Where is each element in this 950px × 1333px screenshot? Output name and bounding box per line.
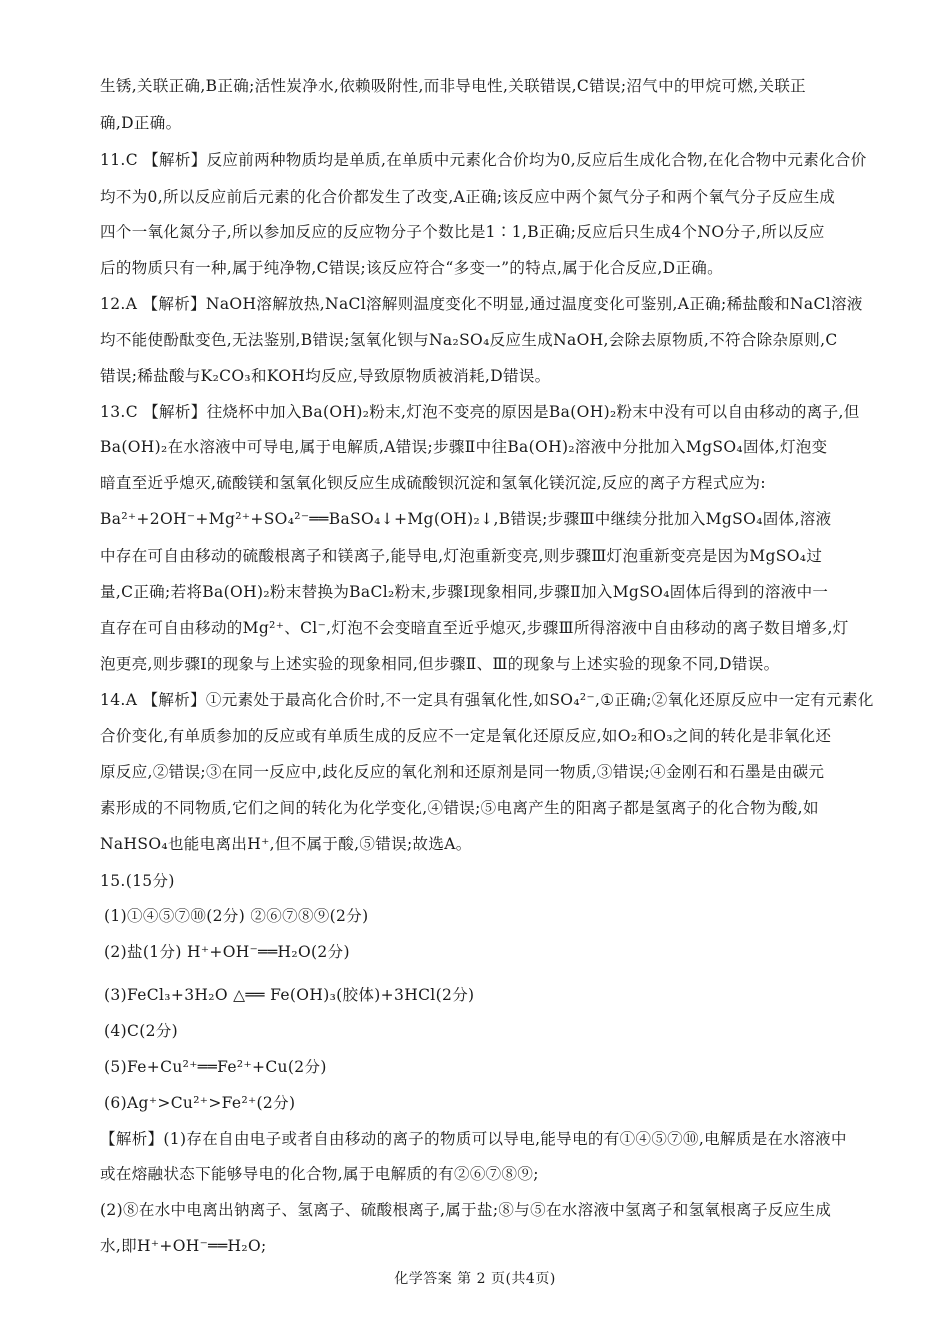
q15-part-6: (6)Ag⁺>Cu²⁺>Fe²⁺(2分) bbox=[104, 1094, 296, 1112]
q15-heading-line: 15.(15分) bbox=[100, 872, 175, 890]
text-line: 量,C正确;若将Ba(OH)₂粉末替换为BaCl₂粉末,步骤Ⅰ现象相同,步骤Ⅱ加入MgSO₄固体后得到的溶液中一 bbox=[100, 583, 829, 601]
equation-line: Ba²⁺+2OH⁻+Mg²⁺+SO₄²⁻══BaSO₄↓+Mg(OH)₂↓,B错误;步骤Ⅲ中继续分批加入MgSO₄固体,溶液 bbox=[100, 510, 832, 528]
text-line: 确,D正确。 bbox=[100, 114, 182, 132]
q15-part-2: (2)盐(1分) H⁺+OH⁻══H₂O(2分) bbox=[104, 943, 350, 961]
q13-heading-line: 13.C 【解析】往烧杯中加入Ba(OH)₂粉末,灯泡不变亮的原因是Ba(OH)₂粉末中没有可以自由移动的离子,但 bbox=[100, 403, 860, 421]
q15-part-3: (3)FeCl₃+3H₂O △══ Fe(OH)₃(胶体)+3HCl(2分) bbox=[104, 986, 475, 1004]
q12-heading-line: 12.A 【解析】NaOH溶解放热,NaCl溶解则温度变化不明显,通过温度变化可鉴别,A正确;稀盐酸和NaCl溶液 bbox=[100, 295, 863, 313]
text-line: 错误;稀盐酸与K₂CO₃和KOH均反应,导致原物质被消耗,D错误。 bbox=[100, 367, 551, 385]
q11-heading-line: 11.C 【解析】反应前两种物质均是单质,在单质中元素化合价均为0,反应后生成化合物,在化合物中元素化合价 bbox=[100, 151, 867, 169]
text-line: 泡更亮,则步骤Ⅰ的现象与上述实验的现象相同,但步骤Ⅱ、Ⅲ的现象与上述实验的现象不同,D错误。 bbox=[100, 655, 780, 673]
text-line: NaHSO₄也能电离出H⁺,但不属于酸,⑤错误;故选A。 bbox=[100, 835, 472, 853]
text-line: 暗直至近乎熄灭,硫酸镁和氢氧化钡反应生成硫酸钡沉淀和氢氧化镁沉淀,反应的离子方程式应为: bbox=[100, 474, 766, 492]
text-line: Ba(OH)₂在水溶液中可导电,属于电解质,A错误;步骤Ⅱ中往Ba(OH)₂溶液中分批加入MgSO₄固体,灯泡变 bbox=[100, 438, 828, 456]
text-line: 均不能使酚酞变色,无法鉴别,B错误;氢氧化钡与Na₂SO₄反应生成NaOH,会除去原物质,不符合除杂原则,C bbox=[100, 331, 838, 349]
text-line: 均不为0,所以反应前后元素的化合价都发生了改变,A正确;该反应中两个氮气分子和两个氧气分子反应生成 bbox=[100, 188, 836, 206]
page-footer: 化学答案 第 2 页(共4页) bbox=[394, 1271, 556, 1287]
text-line: 中存在可自由移动的硫酸根离子和镁离子,能导电,灯泡重新变亮,则步骤Ⅲ灯泡重新变亮是因为MgSO₄过 bbox=[100, 547, 823, 565]
text-line: 合价变化,有单质参加的反应或有单质生成的反应不一定是氧化还原反应,如O₂和O₃之间的转化是非氧化还 bbox=[100, 727, 832, 745]
text-line: 生锈,关联正确,B正确;活性炭净水,依赖吸附性,而非导电性,关联错误,C错误;沼气中的甲烷可燃,关联正 bbox=[100, 77, 807, 95]
text-line: 素形成的不同物质,它们之间的转化为化学变化,④错误;⑤电离产生的阳离子都是氢离子的化合物为酸,如 bbox=[100, 799, 819, 817]
text-line: 水,即H⁺+OH⁻══H₂O; bbox=[100, 1237, 267, 1255]
q14-heading-line: 14.A 【解析】①元素处于最高化合价时,不一定具有强氧化性,如SO₄²⁻,①正确;②氧化还原反应中一定有元素化 bbox=[100, 691, 874, 709]
text-line: 原反应,②错误;③在同一反应中,歧化反应的氧化剂和还原剂是同一物质,③错误;④金刚石和石墨是由碳元 bbox=[100, 763, 825, 781]
text-line: 或在熔融状态下能够导电的化合物,属于电解质的有②⑥⑦⑧⑨; bbox=[100, 1165, 539, 1183]
q15-part-5: (5)Fe+Cu²⁺══Fe²⁺+Cu(2分) bbox=[104, 1058, 327, 1076]
text-line: 后的物质只有一种,属于纯净物,C错误;该反应符合“多变一”的特点,属于化合反应,D正确。 bbox=[100, 259, 723, 277]
q15-part-4: (4)C(2分) bbox=[104, 1022, 179, 1040]
text-line: 直存在可自由移动的Mg²⁺、Cl⁻,灯泡不会变暗直至近乎熄灭,步骤Ⅲ所得溶液中自由移动的离子数目增多,灯 bbox=[100, 619, 849, 637]
text-line: 四个一氧化氮分子,所以参加反应的反应物分子个数比是1∶1,B正确;反应后只生成4个NO分子,所以反应 bbox=[100, 223, 825, 241]
text-line: (2)⑧在水中电离出钠离子、氢离子、硫酸根离子,属于盐;⑧与⑤在水溶液中氢离子和氢氧根离子反应生成 bbox=[100, 1201, 832, 1219]
analysis-heading-line: 【解析】(1)存在自由电子或者自由移动的离子的物质可以导电,能导电的有①④⑤⑦⑩,电解质是在水溶液中 bbox=[100, 1130, 847, 1148]
q15-part-1: (1)①④⑤⑦⑩(2分) ②⑥⑦⑧⑨(2分) bbox=[104, 907, 369, 925]
